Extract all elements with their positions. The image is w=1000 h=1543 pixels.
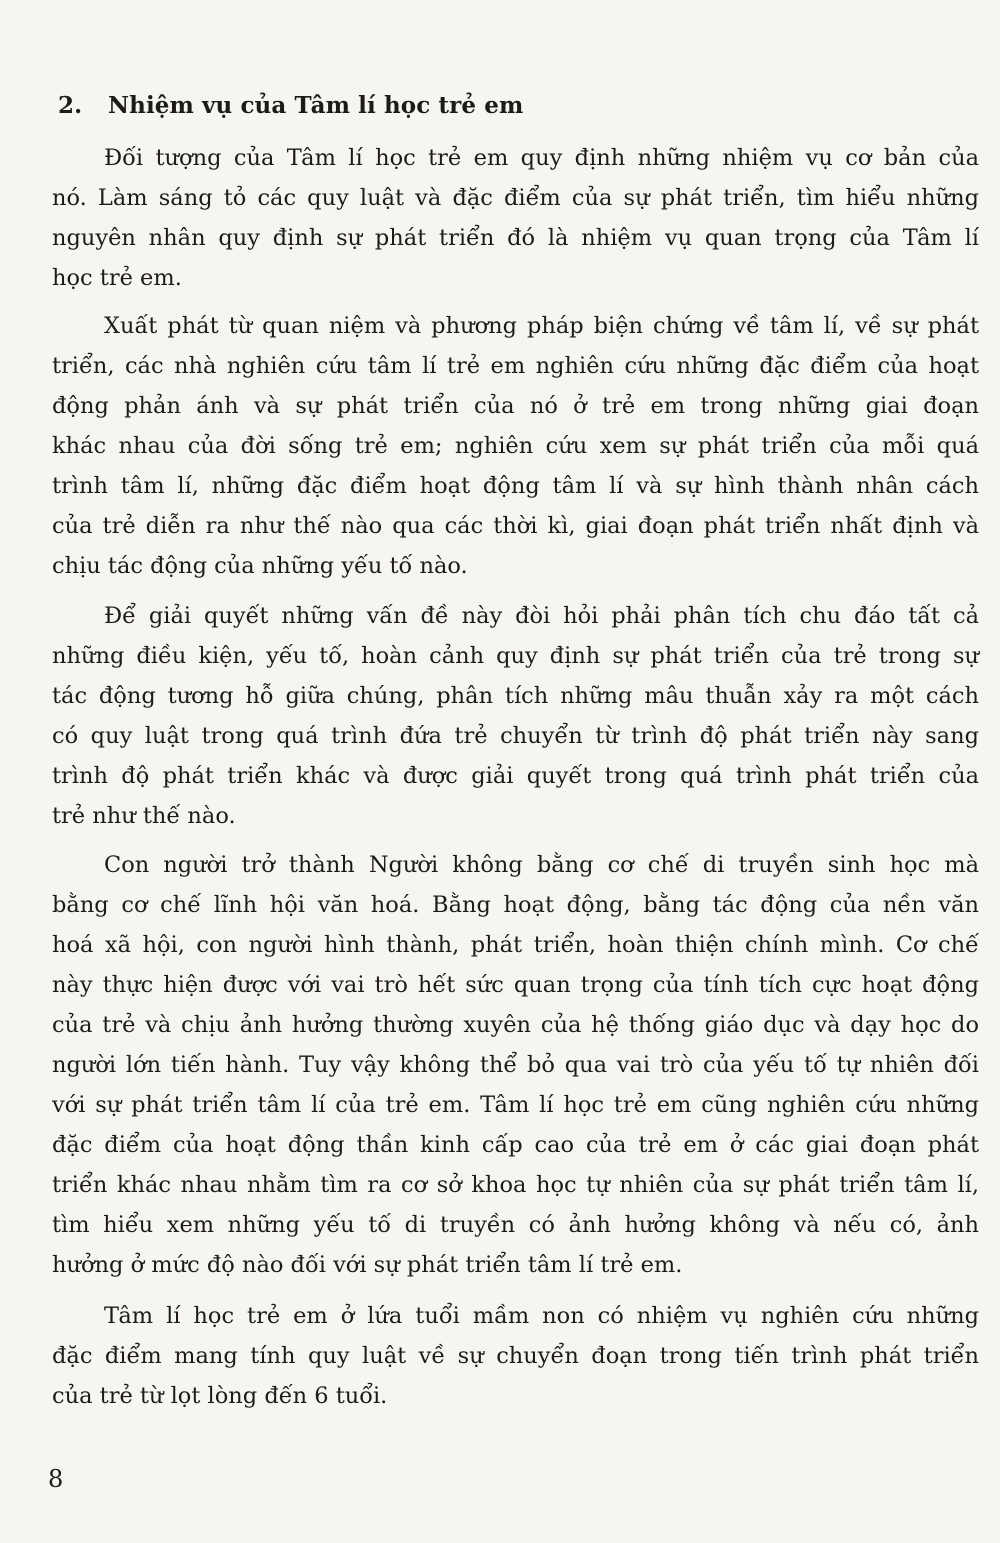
paragraph-1 — [52, 138, 979, 298]
text-line: Xuất phát từ quan niệm và phương pháp biện chứng về tâm lí, về sự phát — [104, 313, 979, 339]
paragraph-4 — [52, 845, 979, 1285]
text-line: Con người trở thành Người không bằng cơ chế di truyền sinh học mà — [104, 852, 979, 878]
text-line: trình tâm lí, những đặc điểm hoạt động tâm lí và sự hình thành nhân cách — [52, 473, 979, 499]
page-number: 8 — [48, 1465, 64, 1493]
text-line: trình độ phát triển khác và được giải quyết trong quá trình phát triển của — [52, 763, 979, 789]
text-line: bằng cơ chế lĩnh hội văn hoá. Bằng hoạt động, bằng tác động của nền văn — [52, 892, 979, 918]
text-line: đặc điểm mang tính quy luật về sự chuyển đoạn trong tiến trình phát triển — [52, 1343, 979, 1369]
text-line: tác động tương hỗ giữa chúng, phân tích những mâu thuẫn xảy ra một cách — [52, 683, 979, 709]
text-line: trẻ như thế nào. — [52, 803, 236, 829]
text-line: này thực hiện được với vai trò hết sức quan trọng của tính tích cực hoạt động — [52, 972, 979, 998]
text-line: người lớn tiến hành. Tuy vậy không thể bỏ qua vai trò của yếu tố tự nhiên đối — [52, 1052, 979, 1078]
text-line: Đối tượng của Tâm lí học trẻ em quy định những nhiệm vụ cơ bản của — [104, 145, 979, 171]
text-line: chịu tác động của những yếu tố nào. — [52, 553, 468, 579]
text-line: nguyên nhân quy định sự phát triển đó là nhiệm vụ quan trọng của Tâm lí — [52, 225, 979, 251]
text-line: của trẻ diễn ra như thế nào qua các thời kì, giai đoạn phát triển nhất định và — [52, 513, 979, 539]
text-line: khác nhau của đời sống trẻ em; nghiên cứu xem sự phát triển của mỗi quá — [52, 433, 979, 459]
text-line: học trẻ em. — [52, 265, 182, 291]
paragraph-2 — [52, 306, 979, 586]
text-line: đặc điểm của hoạt động thần kinh cấp cao của trẻ em ở các giai đoạn phát — [52, 1132, 979, 1158]
text-line: Tâm lí học trẻ em ở lứa tuổi mầm non có nhiệm vụ nghiên cứu những — [104, 1303, 979, 1329]
section-title: Nhiệm vụ của Tâm lí học trẻ em — [108, 92, 524, 119]
text-line: những điều kiện, yếu tố, hoàn cảnh quy định sự phát triển của trẻ trong sự — [52, 643, 979, 669]
text-line: động phản ánh và sự phát triển của nó ở trẻ em trong những giai đoạn — [52, 393, 979, 419]
text-line: hoá xã hội, con người hình thành, phát triển, hoàn thiện chính mình. Cơ chế — [52, 932, 979, 958]
text-line: tìm hiểu xem những yếu tố di truyền có ảnh hưởng không và nếu có, ảnh — [52, 1212, 979, 1238]
text-line: của trẻ và chịu ảnh hưởng thường xuyên của hệ thống giáo dục và dạy học do — [52, 1012, 979, 1038]
section-heading — [58, 92, 523, 119]
text-line: hưởng ở mức độ nào đối với sự phát triển tâm lí trẻ em. — [52, 1252, 683, 1278]
text-line: với sự phát triển tâm lí của trẻ em. Tâm lí học trẻ em cũng nghiên cứu những — [52, 1092, 979, 1118]
paragraph-5 — [52, 1296, 979, 1416]
text-line: nó. Làm sáng tỏ các quy luật và đặc điểm của sự phát triển, tìm hiểu những — [52, 185, 979, 211]
section-number: 2. — [58, 92, 83, 119]
text-line: triển khác nhau nhằm tìm ra cơ sở khoa học tự nhiên của sự phát triển tâm lí, — [52, 1172, 979, 1198]
text-line: có quy luật trong quá trình đứa trẻ chuyển từ trình độ phát triển này sang — [52, 723, 979, 749]
text-line: triển, các nhà nghiên cứu tâm lí trẻ em nghiên cứu những đặc điểm của hoạt — [52, 353, 979, 379]
text-line: của trẻ từ lọt lòng đến 6 tuổi. — [52, 1383, 388, 1409]
paragraph-3 — [52, 596, 979, 836]
text-line: Để giải quyết những vấn đề này đòi hỏi phải phân tích chu đáo tất cả — [104, 603, 979, 629]
